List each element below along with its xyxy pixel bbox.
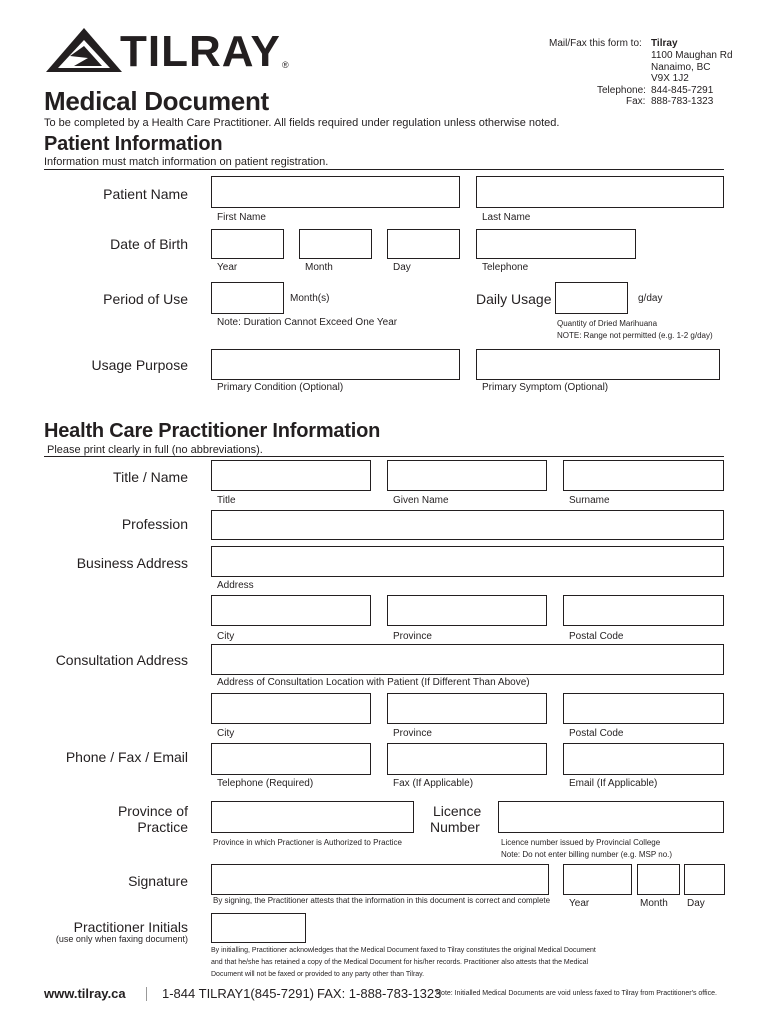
- dob-month-caption: Month: [305, 262, 333, 273]
- fax-applicable-caption: Fax (If Applicable): [393, 778, 474, 789]
- consultation-address-caption: Address of Consultation Location with Patient (If Different Than Above): [217, 677, 530, 688]
- practitioner-email-input[interactable]: [563, 743, 724, 775]
- usage-purpose-label: Usage Purpose: [91, 357, 188, 373]
- duration-note: Note: Duration Cannot Exceed One Year: [217, 317, 398, 328]
- consultation-postal-caption: Postal Code: [569, 728, 624, 739]
- consultation-postal-input[interactable]: [563, 693, 724, 724]
- practitioner-fax-input[interactable]: [387, 743, 547, 775]
- signature-month-caption: Month: [640, 898, 668, 909]
- footer-fax: FAX: 1-888-783-1323: [317, 986, 442, 1001]
- page-subtitle: To be completed by a Health Care Practitioner. All fields required under regulation unless otherwise noted.: [44, 117, 560, 129]
- address-line3: V9X 1J2: [651, 73, 689, 84]
- consultation-province-caption: Province: [393, 728, 432, 739]
- business-address-label: Business Address: [76, 555, 188, 571]
- licence-label-line2: Number: [430, 819, 480, 835]
- primary-condition-caption: Primary Condition (Optional): [217, 382, 344, 393]
- signature-day-input[interactable]: [684, 864, 725, 895]
- licence-note1: Licence number issued by Provincial College: [501, 838, 661, 847]
- title-input[interactable]: [211, 460, 371, 491]
- business-city-caption: City: [217, 631, 235, 642]
- signature-day-caption: Day: [687, 898, 705, 909]
- first-name-caption: First Name: [217, 212, 266, 223]
- footer-divider: [146, 987, 147, 1001]
- patient-divider: [44, 169, 724, 170]
- address-line2: Nanaimo, BC: [651, 62, 711, 73]
- period-of-use-label: Period of Use: [103, 291, 188, 307]
- gday-caption: g/day: [638, 293, 663, 304]
- profession-label: Profession: [121, 516, 188, 532]
- primary-symptom-caption: Primary Symptom (Optional): [482, 382, 609, 393]
- given-name-input[interactable]: [387, 460, 547, 491]
- province-of-practice-label-line2: Practice: [137, 819, 188, 835]
- primary-condition-input[interactable]: [211, 349, 460, 380]
- dob-day-caption: Day: [393, 262, 411, 273]
- practitioner-section-note: Please print clearly in full (no abbreviations).: [47, 444, 263, 456]
- footer-note: Note: Initialled Medical Documents are void unless faxed to Tilray from Practitioner's office.: [436, 990, 717, 997]
- last-name-caption: Last Name: [482, 212, 531, 223]
- business-province-caption: Province: [393, 631, 432, 642]
- signature-year-caption: Year: [569, 898, 590, 909]
- footer-phone: 1-844 TILRAY1(845-7291): [162, 986, 315, 1001]
- dob-label: Date of Birth: [110, 236, 188, 252]
- page-title: Medical Document: [44, 86, 269, 116]
- consultation-province-input[interactable]: [387, 693, 547, 724]
- title-name-label: Title / Name: [113, 469, 188, 485]
- mailfax-label: Mail/Fax this form to:: [549, 38, 642, 49]
- given-name-caption: Given Name: [393, 495, 449, 506]
- licence-label-line1: Licence: [433, 803, 482, 819]
- range-note: NOTE: Range not permitted (e.g. 1-2 g/day): [557, 331, 713, 340]
- footer-website[interactable]: www.tilray.ca: [44, 986, 126, 1001]
- brand-wordmark: TILRAY: [120, 27, 281, 76]
- province-of-practice-label-line1: Province of: [117, 803, 188, 819]
- patient-name-label: Patient Name: [103, 186, 188, 202]
- dob-month-input[interactable]: [299, 229, 372, 259]
- initials-note1: By initialling, Practitioner acknowledges that the Medical Document faxed to Tilray constitutes the original Medical Document: [211, 947, 596, 954]
- patient-telephone-input[interactable]: [476, 229, 636, 259]
- business-address-input[interactable]: [211, 546, 724, 577]
- consultation-address-input[interactable]: [211, 644, 724, 675]
- business-postal-input[interactable]: [563, 595, 724, 626]
- practitioner-telephone-input[interactable]: [211, 743, 371, 775]
- patient-section-heading: Patient Information: [44, 133, 223, 155]
- title-caption: Title: [217, 495, 236, 506]
- practitioner-initials-label: Practitioner Initials: [73, 919, 188, 935]
- first-name-input[interactable]: [211, 176, 460, 208]
- consultation-address-label: Consultation Address: [55, 652, 188, 668]
- practitioner-section-heading: Health Care Practitioner Information: [44, 420, 381, 442]
- address-caption: Address: [217, 580, 254, 591]
- daily-usage-label: Daily Usage: [476, 291, 552, 307]
- address-line1: 1100 Maughan Rd: [651, 50, 733, 61]
- initials-note3: Document will not be faxed or provided to any party other than Tilray.: [211, 971, 425, 978]
- surname-input[interactable]: [563, 460, 724, 491]
- company-name: Tilray: [651, 38, 678, 49]
- months-caption: Month(s): [290, 293, 330, 304]
- signature-input[interactable]: [211, 864, 549, 895]
- licence-note2: Note: Do not enter billing number (e.g. MSP no.): [501, 850, 673, 859]
- practitioner-initials-input[interactable]: [211, 913, 306, 943]
- fax-value: 888-783-1323: [651, 96, 714, 107]
- telephone-required-caption: Telephone (Required): [217, 778, 314, 789]
- quantity-note: Quantity of Dried Marihuana: [557, 319, 658, 328]
- phone-fax-email-label: Phone / Fax / Email: [65, 749, 188, 765]
- consultation-city-input[interactable]: [211, 693, 371, 724]
- dob-year-caption: Year: [217, 262, 238, 273]
- fax-label: Fax:: [626, 96, 646, 107]
- business-postal-caption: Postal Code: [569, 631, 624, 642]
- province-of-practice-input[interactable]: [211, 801, 414, 833]
- telephone-label: Telephone:: [597, 85, 646, 96]
- signature-year-input[interactable]: [563, 864, 632, 895]
- profession-input[interactable]: [211, 510, 724, 540]
- practitioner-divider: [44, 456, 724, 457]
- signature-month-input[interactable]: [637, 864, 680, 895]
- period-of-use-input[interactable]: [211, 282, 284, 314]
- daily-usage-input[interactable]: [555, 282, 628, 314]
- tilray-logo-icon: [44, 26, 124, 74]
- registered-mark: ®: [282, 60, 289, 70]
- patient-section-note: Information must match information on patient registration.: [44, 156, 329, 168]
- business-city-input[interactable]: [211, 595, 371, 626]
- province-practice-note: Province in which Practioner is Authorized to Practice: [213, 838, 402, 847]
- last-name-input[interactable]: [476, 176, 724, 208]
- business-province-input[interactable]: [387, 595, 547, 626]
- email-applicable-caption: Email (If Applicable): [569, 778, 658, 789]
- dob-year-input[interactable]: [211, 229, 284, 259]
- initials-sub-label: (use only when faxing document): [55, 934, 188, 944]
- telephone-caption: Telephone: [482, 262, 529, 273]
- telephone-value: 844-845-7291: [651, 85, 714, 96]
- surname-caption: Surname: [569, 495, 610, 506]
- dob-day-input[interactable]: [387, 229, 460, 259]
- licence-number-input[interactable]: [498, 801, 724, 833]
- primary-symptom-input[interactable]: [476, 349, 720, 380]
- signature-note: By signing, the Practitioner attests that the information in this document is correct and complete: [213, 896, 551, 905]
- consultation-city-caption: City: [217, 728, 235, 739]
- initials-note2: and that he/she has retained a copy of the Medical Document for his/her records. Practitioner also attests that the Medical: [211, 959, 589, 966]
- signature-label: Signature: [128, 873, 188, 889]
